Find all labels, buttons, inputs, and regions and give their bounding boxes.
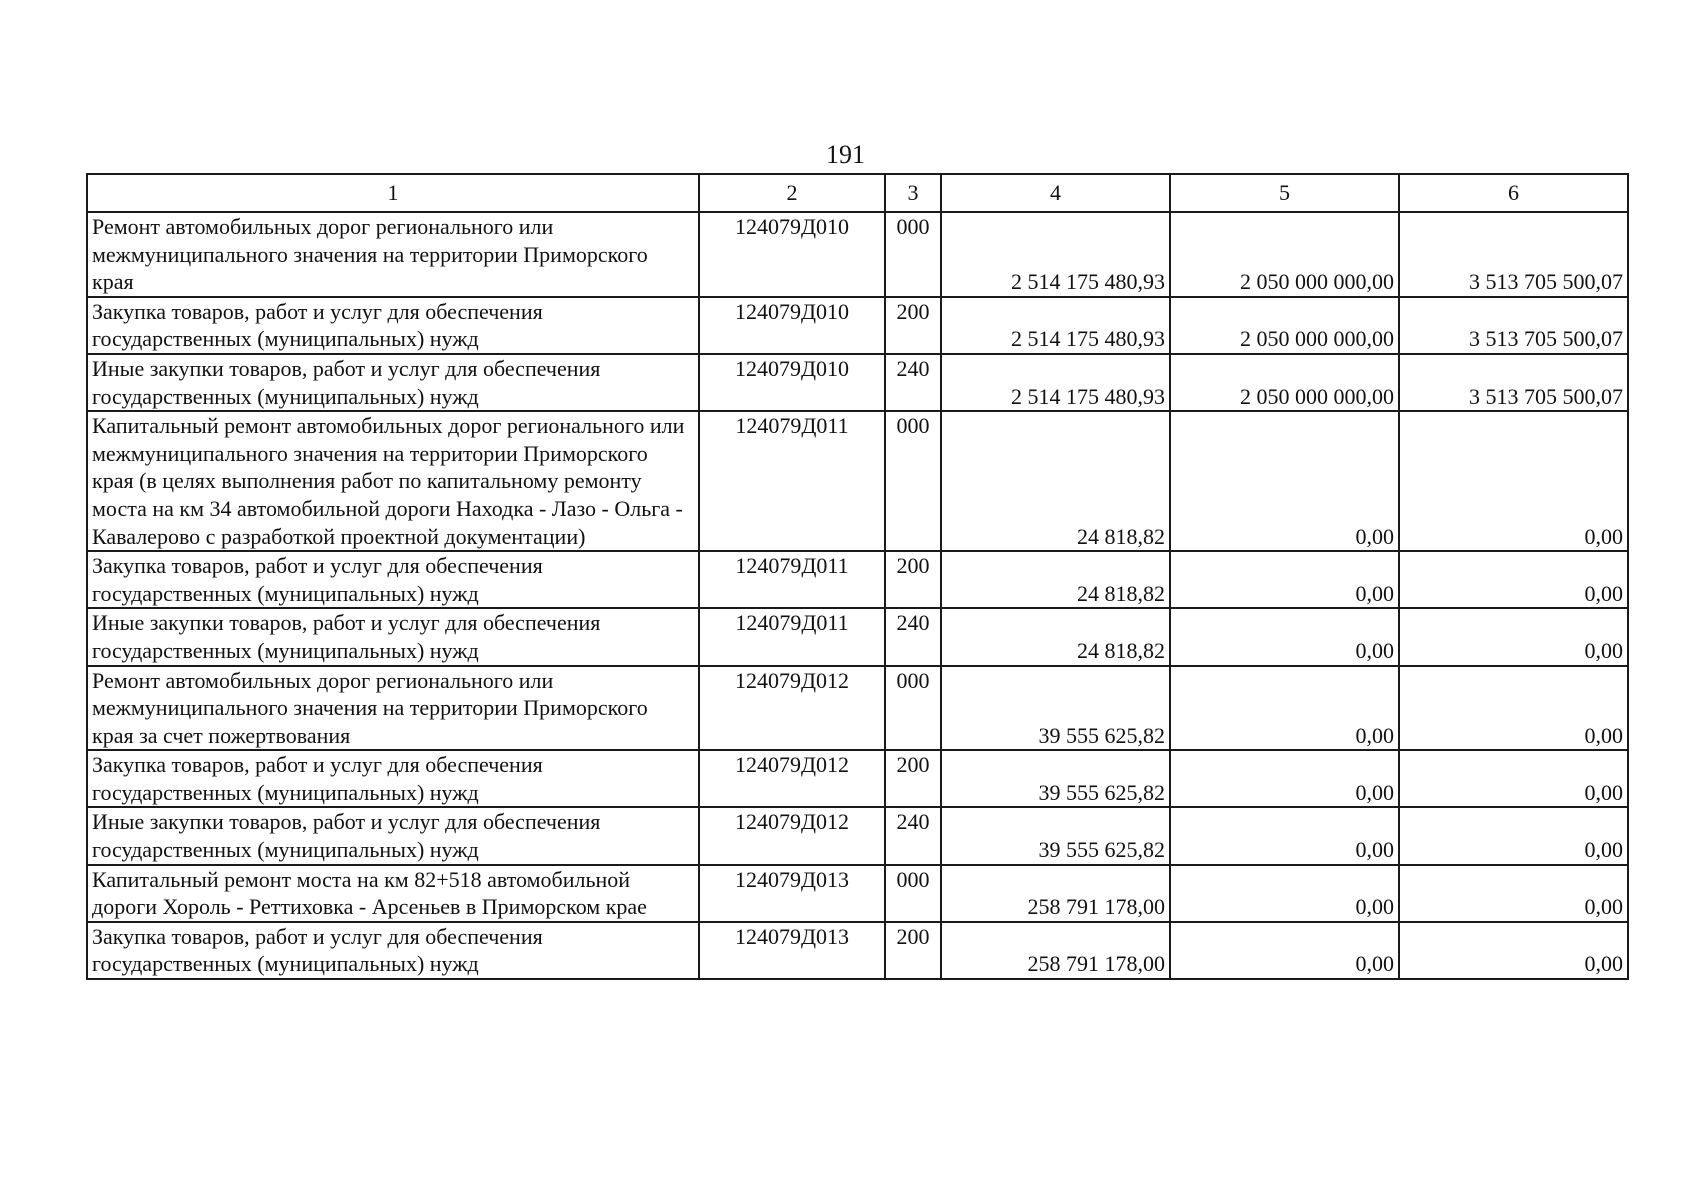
row-amount-1: 258 791 178,00 bbox=[941, 922, 1170, 979]
row-type: 200 bbox=[885, 750, 941, 807]
row-type: 240 bbox=[885, 807, 941, 864]
column-header-2: 2 bbox=[699, 174, 885, 212]
row-type: 000 bbox=[885, 666, 941, 751]
row-name: Закупка товаров, работ и услуг для обеспечения государственных (муниципальных) нужд bbox=[87, 750, 699, 807]
column-header-4: 4 bbox=[941, 174, 1170, 212]
table-row bbox=[87, 608, 1628, 665]
row-amount-2: 0,00 bbox=[1170, 807, 1399, 864]
row-amount-2: 0,00 bbox=[1170, 608, 1399, 665]
row-name: Закупка товаров, работ и услуг для обеспечения государственных (муниципальных) нужд bbox=[87, 551, 699, 608]
row-code: 124079Д012 bbox=[699, 666, 885, 751]
row-type: 200 bbox=[885, 297, 941, 354]
row-amount-2: 2 050 000 000,00 bbox=[1170, 297, 1399, 354]
table-row bbox=[87, 807, 1628, 864]
table-row bbox=[87, 922, 1628, 979]
row-name: Ремонт автомобильных дорог регионального или межмуниципального значения на территории Приморского края за счет пожертвования bbox=[87, 666, 699, 751]
row-name: Капитальный ремонт моста на км 82+518 автомобильной дороги Хороль - Реттиховка - Арсеньев в Приморском крае bbox=[87, 865, 699, 922]
table-row bbox=[87, 750, 1628, 807]
row-amount-3: 0,00 bbox=[1399, 922, 1628, 979]
column-header-6: 6 bbox=[1399, 174, 1628, 212]
row-amount-1: 2 514 175 480,93 bbox=[941, 212, 1170, 297]
row-code: 124079Д013 bbox=[699, 922, 885, 979]
row-amount-1: 24 818,82 bbox=[941, 551, 1170, 608]
row-amount-3: 0,00 bbox=[1399, 807, 1628, 864]
row-name: Иные закупки товаров, работ и услуг для обеспечения государственных (муниципальных) нужд bbox=[87, 807, 699, 864]
table-row bbox=[87, 354, 1628, 411]
table-row bbox=[87, 212, 1628, 297]
row-code: 124079Д012 bbox=[699, 807, 885, 864]
row-amount-1: 39 555 625,82 bbox=[941, 666, 1170, 751]
row-amount-1: 258 791 178,00 bbox=[941, 865, 1170, 922]
column-header-1: 1 bbox=[87, 174, 699, 212]
row-amount-3: 0,00 bbox=[1399, 865, 1628, 922]
row-type: 240 bbox=[885, 354, 941, 411]
row-amount-3: 0,00 bbox=[1399, 750, 1628, 807]
row-code: 124079Д012 bbox=[699, 750, 885, 807]
page-number: 191 bbox=[826, 140, 865, 169]
column-header-3: 3 bbox=[885, 174, 941, 212]
row-code: 124079Д013 bbox=[699, 865, 885, 922]
row-amount-2: 2 050 000 000,00 bbox=[1170, 212, 1399, 297]
row-type: 200 bbox=[885, 922, 941, 979]
table-row bbox=[87, 865, 1628, 922]
row-amount-2: 0,00 bbox=[1170, 551, 1399, 608]
row-amount-1: 39 555 625,82 bbox=[941, 807, 1170, 864]
row-amount-1: 24 818,82 bbox=[941, 608, 1170, 665]
row-amount-1: 24 818,82 bbox=[941, 411, 1170, 551]
row-amount-3: 3 513 705 500,07 bbox=[1399, 212, 1628, 297]
column-header-5: 5 bbox=[1170, 174, 1399, 212]
row-type: 000 bbox=[885, 865, 941, 922]
header-row bbox=[87, 174, 1628, 212]
row-name: Ремонт автомобильных дорог регионального или межмуниципального значения на территории Приморского края bbox=[87, 212, 699, 297]
row-amount-3: 3 513 705 500,07 bbox=[1399, 297, 1628, 354]
row-amount-2: 0,00 bbox=[1170, 666, 1399, 751]
row-amount-3: 0,00 bbox=[1399, 551, 1628, 608]
row-amount-3: 0,00 bbox=[1399, 666, 1628, 751]
row-amount-1: 2 514 175 480,93 bbox=[941, 297, 1170, 354]
row-name: Иные закупки товаров, работ и услуг для обеспечения государственных (муниципальных) нужд bbox=[87, 354, 699, 411]
row-amount-1: 2 514 175 480,93 bbox=[941, 354, 1170, 411]
table-row bbox=[87, 297, 1628, 354]
row-amount-1: 39 555 625,82 bbox=[941, 750, 1170, 807]
row-amount-3: 0,00 bbox=[1399, 608, 1628, 665]
table-row bbox=[87, 666, 1628, 751]
row-amount-2: 0,00 bbox=[1170, 922, 1399, 979]
row-amount-3: 3 513 705 500,07 bbox=[1399, 354, 1628, 411]
row-type: 000 bbox=[885, 411, 941, 551]
row-type: 000 bbox=[885, 212, 941, 297]
row-type: 200 bbox=[885, 551, 941, 608]
row-name: Закупка товаров, работ и услуг для обеспечения государственных (муниципальных) нужд bbox=[87, 922, 699, 979]
row-amount-3: 0,00 bbox=[1399, 411, 1628, 551]
row-amount-2: 0,00 bbox=[1170, 411, 1399, 551]
table-row bbox=[87, 411, 1628, 551]
row-code: 124079Д010 bbox=[699, 297, 885, 354]
row-amount-2: 0,00 bbox=[1170, 865, 1399, 922]
table-row bbox=[87, 551, 1628, 608]
row-code: 124079Д011 bbox=[699, 608, 885, 665]
budget-table bbox=[86, 173, 1629, 980]
row-type: 240 bbox=[885, 608, 941, 665]
row-code: 124079Д011 bbox=[699, 411, 885, 551]
row-amount-2: 2 050 000 000,00 bbox=[1170, 354, 1399, 411]
row-name: Капитальный ремонт автомобильных дорог регионального или межмуниципального значения на территории Приморского края (в целях выполнения работ по капитальному ремонту моста на км 34 автомобильной дороги Находка - Лазо - Ольга - Кавалерово с разработкой проектной документации) bbox=[87, 411, 699, 551]
row-code: 124079Д011 bbox=[699, 551, 885, 608]
row-code: 124079Д010 bbox=[699, 354, 885, 411]
row-amount-2: 0,00 bbox=[1170, 750, 1399, 807]
row-name: Закупка товаров, работ и услуг для обеспечения государственных (муниципальных) нужд bbox=[87, 297, 699, 354]
row-code: 124079Д010 bbox=[699, 212, 885, 297]
row-name: Иные закупки товаров, работ и услуг для обеспечения государственных (муниципальных) нужд bbox=[87, 608, 699, 665]
